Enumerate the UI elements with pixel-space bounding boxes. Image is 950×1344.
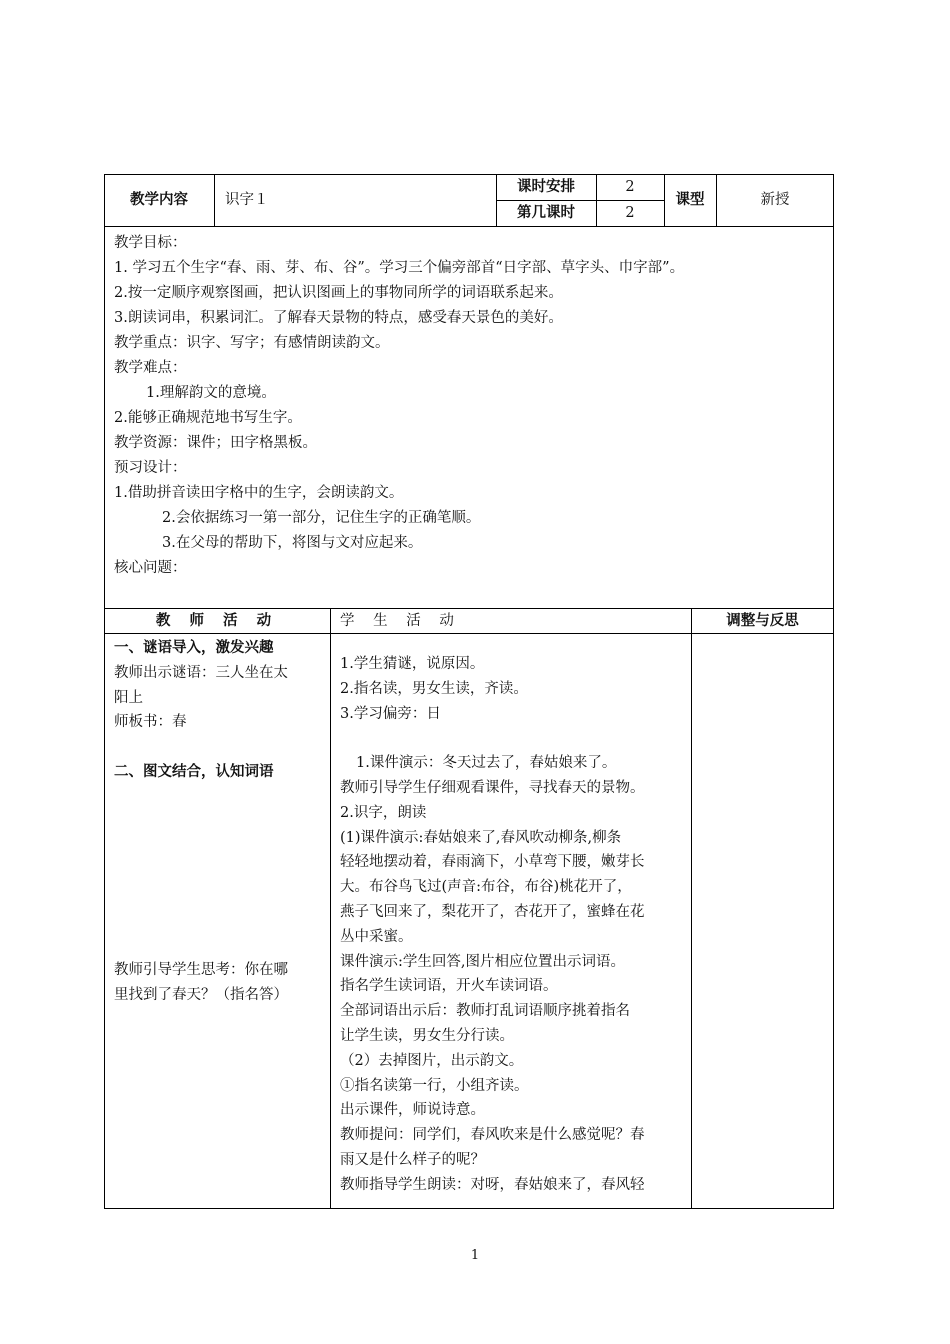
objective-line: 2.按一定顺序观察图画，把认识图画上的事物同所学的词语联系起来。: [114, 285, 563, 301]
teacher-line: 里找到了春天？（指名答）: [114, 986, 288, 1003]
student-line: 燕子飞回来了，梨花开了，杏花开了，蜜蜂在花: [340, 903, 645, 920]
teacher-line: 教师出示谜语：三人坐在太: [114, 664, 288, 681]
resources: 教学资源：课件；田字格黑板。: [114, 435, 317, 451]
objectives-heading: 教学目标：: [114, 235, 187, 251]
table-divider: [104, 226, 834, 227]
section-title: 二、图文结合，认知词语: [114, 763, 274, 780]
difficulty-line: 2.能够正确规范地书写生字。: [114, 410, 302, 426]
teacher-line: 阳上: [114, 689, 143, 706]
page-number: 1: [470, 1248, 480, 1263]
type-label: 课型: [675, 192, 705, 208]
student-line: （2）去掉图片，出示韵文。: [340, 1052, 524, 1069]
table-divider: [330, 608, 331, 1209]
section-title: 一、谜语导入，激发兴趣: [114, 640, 274, 656]
student-line: 3.学习偏旁：日: [340, 705, 441, 722]
student-line: 2.识字，朗读: [340, 804, 427, 821]
student-line: 教师指导学生朗读：对呀，春姑娘来了，春风轻: [340, 1176, 645, 1193]
reflection-column: [692, 634, 833, 1208]
student-line: ①指名读第一行，小组齐读。: [340, 1077, 529, 1094]
difficulties-heading: 教学难点：: [114, 360, 187, 376]
student-activity-header: 学 生 活 动: [340, 613, 461, 629]
teacher-activity-column: [114, 636, 288, 785]
preview-line: 2.会依据练习一第一部分，记住生字的正确笔顺。: [162, 510, 481, 526]
key-points: 教学重点：识字、写字；有感情朗读韵文。: [114, 335, 390, 351]
student-line: 雨又是什么样子的呢？: [340, 1151, 485, 1168]
student-line: 轻轻地摆动着，春雨滴下，小草弯下腰，嫩芽长: [340, 854, 645, 871]
objective-line: 1. 学习五个生字“春、雨、芽、布、谷”。学习三个偏旁部首“日字部、草字头、巾字部”。: [114, 260, 685, 276]
objective-line: 3.朗读词串，积累词汇。了解春天景物的特点，感受春天景色的美好。: [114, 310, 563, 326]
core-question: 核心问题：: [114, 560, 187, 576]
student-line: 丛中采蜜。: [340, 928, 413, 945]
reflection-header: 调整与反思: [726, 613, 799, 629]
student-line: (1)课件演示:春姑娘来了,春风吹动柳条,柳条: [340, 829, 622, 846]
student-activity-column: [340, 652, 645, 1198]
type-value: 新授: [760, 192, 790, 208]
content-label: 教学内容: [130, 192, 188, 208]
preview-heading: 预习设计：: [114, 460, 187, 476]
student-line: 2.指名读，男女生读，齐读。: [340, 680, 528, 697]
content-value: 识字１: [225, 192, 269, 208]
difficulty-line: 1.理解韵文的意境。: [146, 385, 276, 401]
teacher-line: 教师引导学生思考：你在哪: [114, 962, 288, 978]
teacher-activity-column-lower: [114, 958, 288, 1008]
student-line: 让学生读，男女生分行读。: [340, 1027, 514, 1044]
schedule-value: 2: [625, 179, 635, 195]
student-line: 出示课件，师说诗意。: [340, 1102, 485, 1119]
student-line: 课件演示:学生回答,图片相应位置出示词语。: [340, 953, 625, 970]
teacher-line: 师板书：春: [114, 714, 187, 731]
student-line: 教师引导学生仔细观看课件，寻找春天的景物。: [340, 779, 645, 796]
student-line: 教师提问：同学们，春风吹来是什么感觉呢？春: [340, 1127, 645, 1144]
lesson-number-value: 2: [625, 205, 635, 221]
student-line: 指名学生读词语，开火车读词语。: [340, 978, 558, 995]
lesson-number-label: 第几课时: [517, 205, 575, 221]
student-line: 大。布谷鸟飞过(声音:布谷，布谷)桃花开了，: [340, 879, 632, 896]
student-line: 1.学生猜谜，说原因。: [340, 656, 485, 672]
preview-line: 3.在父母的帮助下，将图与文对应起来。: [162, 535, 423, 551]
preview-line: 1.借助拼音读田字格中的生字，会朗读韵文。: [114, 485, 404, 501]
student-line: 1.课件演示：冬天过去了，春姑娘来了。: [356, 755, 617, 772]
schedule-label: 课时安排: [517, 179, 575, 195]
teacher-activity-header: 教 师 活 动: [155, 613, 279, 629]
table-divider: [214, 174, 215, 227]
student-line: 全部词语出示后：教师打乱词语顺序挑着指名: [340, 1003, 630, 1020]
